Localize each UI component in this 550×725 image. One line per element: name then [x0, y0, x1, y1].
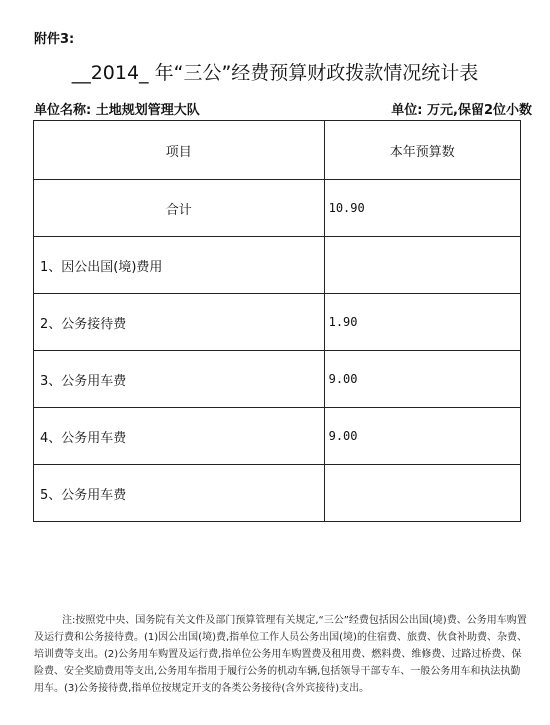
table-row [34, 465, 521, 522]
row-item-label: 2、公务接待费 [34, 294, 325, 351]
table-row [34, 294, 521, 351]
row-budget-value [324, 237, 520, 294]
unit-note: 单位: 万元,保留2位小数 [391, 103, 532, 118]
unit-name: 单位名称: 土地规划管理大队 [34, 103, 200, 118]
row-budget-value: 9.00 [324, 408, 520, 465]
column-header-item: 项目 [34, 121, 325, 180]
table-row [34, 351, 521, 408]
column-header-budget: 本年预算数 [324, 121, 520, 180]
row-item-label: 4、公务用车费 [34, 408, 325, 465]
row-budget-value: 9.00 [324, 351, 520, 408]
row-item-label: 合计 [34, 180, 325, 237]
table-row-total [34, 180, 521, 237]
row-budget-value: 1.90 [324, 294, 520, 351]
table-row [34, 408, 521, 465]
row-item-label: 1、因公出国(境)费用 [34, 237, 325, 294]
row-budget-value: 10.90 [324, 180, 520, 237]
unit-info-line [34, 99, 532, 119]
row-item-label: 5、公务用车费 [34, 465, 325, 522]
table-row [34, 237, 521, 294]
row-budget-value [324, 465, 520, 522]
page-title: __2014_ 年“三公”经费预算财政拨款情况统计表 [71, 62, 479, 84]
row-item-label: 3、公务用车费 [34, 351, 325, 408]
attachment-label: 附件3: [34, 32, 75, 47]
budget-table [33, 120, 521, 522]
table-header-row [34, 121, 521, 180]
footnote: 注:按照党中央、国务院有关文件及部门预算管理有关规定,“三公”经费包括因公出国(境)费、公务用车购置及运行费和公务接待费。(1)因公出国(境)费,指单位工作人员公务出国(境)的住宿费、旅费、伙食补助费、杂费、培训费等支出。(2)公务用车购置及运行费,指单位公务用车购置费及租用费、燃料费、维修费、过路过桥费、保险费、安全奖励费用等支出,公务用车指用于履行公务的机动车辆,包括领导干部专车、一般公务用车和执法执勤用车。(3)公务接待费,指单位按规定开支的各类公务接待(含外宾接待)支出。 [34, 615, 527, 694]
